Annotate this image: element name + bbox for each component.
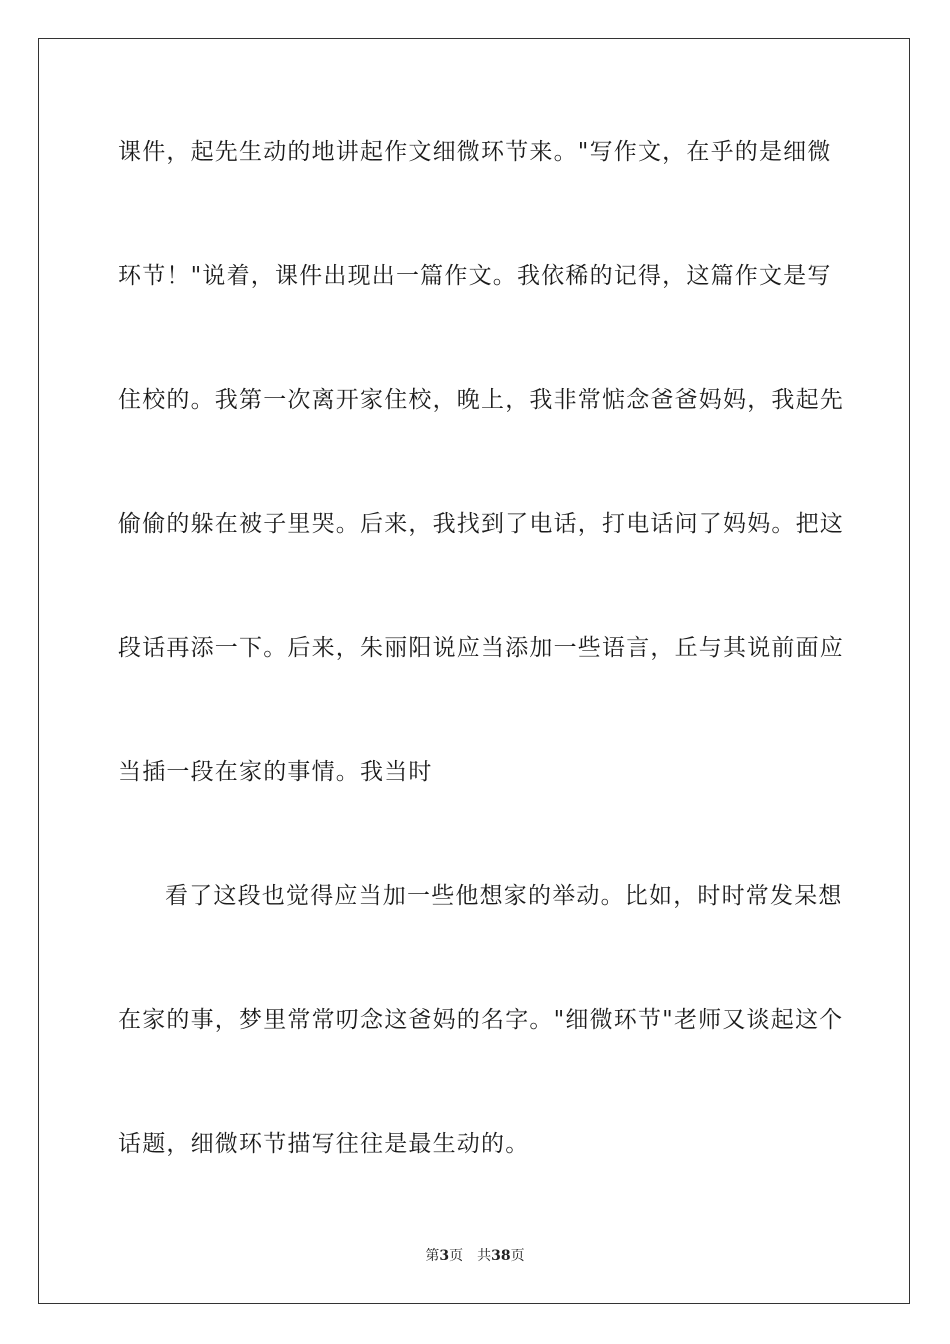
body-text-line-8: 在家的事，梦里常常叨念这爸妈的名字。"细微环节"老师又谈起这个 (118, 1007, 844, 1033)
total-suffix: 页 (510, 1248, 525, 1264)
page-suffix: 页 (449, 1248, 464, 1264)
body-text-line-2: 环节！"说着，课件出现出一篇作文。我依稀的记得，这篇作文是写 (118, 263, 832, 289)
current-page-number: 3 (439, 1248, 450, 1264)
page-border (38, 38, 910, 1304)
page-footer (0, 1247, 950, 1265)
body-text-line-6: 当插一段在家的事情。我当时 (118, 759, 433, 785)
body-text-line-5: 段话再添一下。后来，朱丽阳说应当添加一些语言，丘与其说前面应 (118, 635, 844, 661)
body-text-line-1: 课件，起先生动的地讲起作文细微环节来。"写作文，在乎的是细微 (118, 139, 832, 165)
total-prefix: 共 (477, 1248, 492, 1264)
body-text-line-3: 住校的。我第一次离开家住校，晚上，我非常惦念爸爸妈妈，我起先 (118, 387, 844, 413)
body-text-line-9: 话题，细微环节描写往往是最生动的。 (118, 1131, 530, 1157)
body-text-line-4: 偷偷的躲在被子里哭。后来，我找到了电话，打电话问了妈妈。把这 (118, 511, 844, 537)
page-prefix: 第 (425, 1248, 440, 1264)
body-text-line-7: 看了这段也觉得应当加一些他想家的举动。比如，时时常发呆想 (165, 883, 843, 909)
total-page-number: 38 (491, 1248, 511, 1264)
